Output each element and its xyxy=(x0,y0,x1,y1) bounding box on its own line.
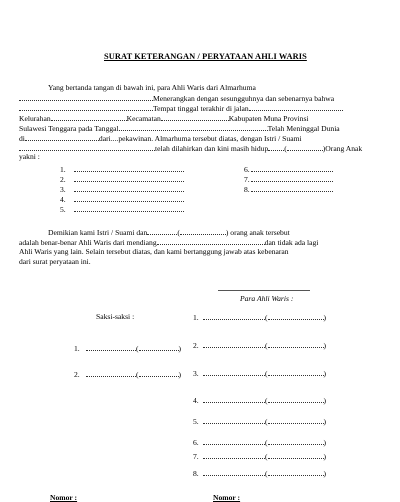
list-item: 8. ( ) xyxy=(193,469,327,478)
paragraph2-line3: Ahli Waris yang lain. Selain tersebut diatas, dan kami bertanggung jawab atas kebenaran xyxy=(19,247,289,256)
paragraph1-line7: telah dilahirkan dan kini masih hidup ( )Orang Anak xyxy=(19,144,362,153)
list-item: 7. xyxy=(244,175,333,185)
paragraph1-line1: Yang bertanda tangan di bawah ini, para Ahli Waris dari Almarhuma xyxy=(48,83,256,92)
list-item: 3. xyxy=(60,185,184,195)
list-item: 2. xyxy=(60,175,184,185)
paragraph1-line2: Menerangkan dengan sesungguhnya dan sebenarnya bahwa xyxy=(19,94,334,103)
child-count-words-blank xyxy=(287,144,323,151)
spouse-name-blank xyxy=(19,144,155,151)
list-item: 7. ( ) xyxy=(193,452,327,461)
list-item: 5. ( ) xyxy=(193,417,327,426)
list-item: 4. xyxy=(60,195,184,205)
witness-row: 1. ( ) xyxy=(74,344,182,353)
list-item: 6. ( ) xyxy=(193,438,327,447)
place-blank xyxy=(25,134,99,141)
paragraph1-line8: yakni : xyxy=(19,152,40,161)
paragraph1-line5: Sulawesi Tenggara pada Tanggal Telah Meninggal Dunia xyxy=(19,124,340,133)
paragraph2-line4: dari surat peryataan ini. xyxy=(19,257,91,266)
kecamatan-blank xyxy=(161,114,229,121)
paragraph1-line6: di dari....pekawinan. Almarhuma tersebut diatas, dengan Istri / Suami xyxy=(19,134,302,143)
witness-label: Saksi-saksi : xyxy=(96,312,135,321)
footer-number-left: Nomor : xyxy=(50,493,78,502)
list-item: 8. xyxy=(244,185,333,195)
witness-row: 2. ( ) xyxy=(74,370,182,379)
list-item: 4. ( ) xyxy=(193,396,327,405)
blank-field xyxy=(19,104,153,111)
document-title: SURAT KETERANGAN / PERYATAAN AHLI WARIS xyxy=(104,52,307,61)
heir-count-words-blank xyxy=(180,228,226,235)
address-blank xyxy=(249,104,343,111)
footer-number-right: Nomor : xyxy=(213,493,241,502)
deceased-name-blank-2 xyxy=(157,238,265,245)
paragraph2-line2: adalah benar-benar Ahli Waris dari mendiang dan tidak ada lagi xyxy=(19,238,319,247)
deceased-name-blank xyxy=(19,94,153,101)
child-list-right xyxy=(244,165,333,195)
list-item: 6. xyxy=(244,165,333,175)
list-item: 1. ( ) xyxy=(193,313,327,322)
child-count-blank xyxy=(268,144,284,151)
kelurahan-blank xyxy=(51,114,127,121)
list-item: 1. xyxy=(60,165,184,175)
heirs-label: Para Ahli Waris : xyxy=(240,294,294,303)
paragraph1-line4: Kelurahan Kecamatan Kabupaten Muna Provinsi xyxy=(19,114,309,123)
date-place-line xyxy=(218,290,310,291)
date-blank xyxy=(119,124,268,131)
paragraph1-line3: Tempat tinggal terakhir di jalan xyxy=(19,104,343,113)
child-list-left xyxy=(60,165,184,215)
list-item: 3. ( ) xyxy=(193,369,327,378)
list-item: 2. ( ) xyxy=(193,341,327,350)
heir-count-blank xyxy=(147,228,177,235)
paragraph2-line1: Demikian kami Istri / Suami dan ( ) orang anak tersebut xyxy=(48,228,290,237)
list-item: 5. xyxy=(60,205,184,215)
